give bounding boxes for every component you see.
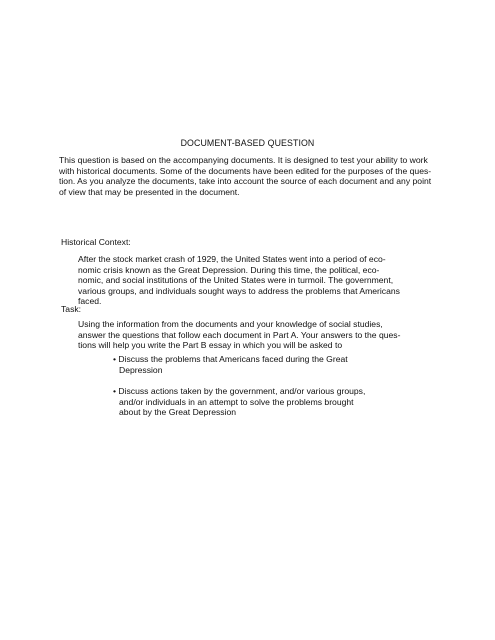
bullet-line: • Discuss the problems that Americans faced during the Great	[113, 354, 348, 364]
historical-context-label: Historical Context:	[61, 237, 131, 247]
context-line: nomic crisis known as the Great Depression. During this time, the political, eco-	[78, 264, 380, 275]
intro-line: tion. As you analyze the documents, take into account the source of each document and any point	[59, 176, 432, 187]
bullet-line: • Discuss actions taken by the government, and/or various groups,	[113, 386, 366, 396]
context-line: various groups, and individuals sought ways to address the problems that Americans	[78, 285, 400, 296]
context-line: faced.	[78, 296, 102, 307]
task-line: Using the information from the documents and your knowledge of social studies,	[78, 319, 383, 329]
intro-paragraph	[59, 155, 437, 197]
task-bullet	[113, 354, 373, 375]
historical-context-paragraph	[78, 254, 423, 307]
intro-line: of view that may be presented in the document.	[59, 186, 240, 197]
task-label: Task:	[61, 304, 82, 314]
task-bullet	[113, 386, 373, 418]
bullet-line: and/or individuals in an attempt to solve the problems brought	[119, 396, 354, 407]
bullet-line: Depression	[119, 364, 163, 375]
document-title: DOCUMENT-BASED QUESTION	[180, 138, 315, 148]
intro-line: This question is based on the accompanying documents. It is designed to test your ability to work	[59, 155, 428, 165]
bullet-line: about by the Great Depression	[119, 407, 237, 418]
context-line: After the stock market crash of 1929, the United States went into a period of eco-	[78, 254, 386, 264]
task-line: answer the questions that follow each document in Part A. Your answers to the ques-	[78, 329, 401, 340]
task-line: tions will help you write the Part B essay in which you will be asked to	[78, 340, 343, 351]
context-line: nomic, and social institutions of the United States were in turmoil. The government,	[78, 275, 394, 286]
intro-line: with historical documents. Some of the documents have been edited for the purposes of the ques-	[59, 165, 432, 176]
task-paragraph	[78, 319, 423, 351]
